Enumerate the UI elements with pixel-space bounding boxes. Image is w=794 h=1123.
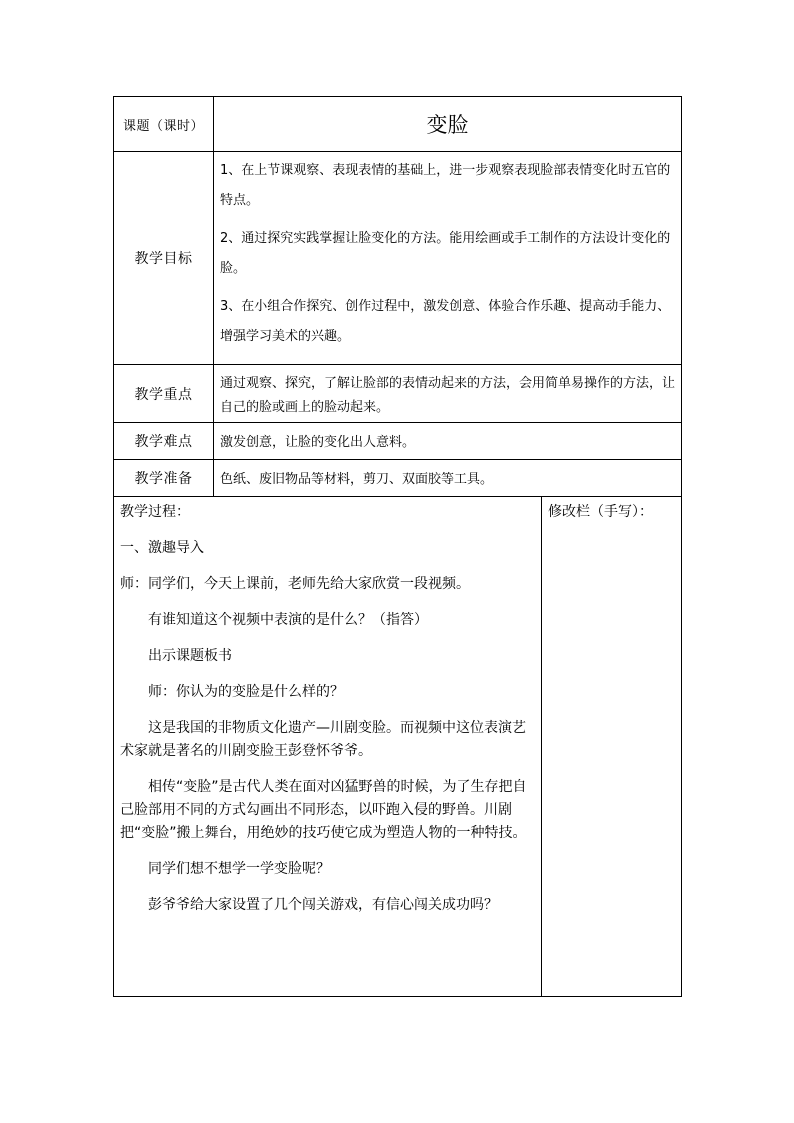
revision-column — [542, 497, 682, 997]
objective-item: 3、在小组合作探究、创作过程中，激发创意、体验合作乐趣、提高动手能力、增强学习美术的兴趣。 — [220, 299, 671, 344]
revision-label: 修改栏（手写）： — [548, 504, 653, 520]
process-paragraph: 出示课题板书 — [148, 648, 232, 664]
process-paragraph: 相传“变脸”是古代人类在面对凶猛野兽的时候，为了生存把自己脸部用不同的方式勾画出不同形态，以吓跑入侵的野兽。川剧把“变脸”搬上舞台，用绝妙的技巧使它成为塑造人物的一种特技。 — [120, 779, 527, 841]
lesson-title: 变脸 — [214, 97, 682, 152]
title-label: 课题（课时） — [114, 97, 214, 152]
objective-item: 1、在上节课观察、表现表情的基础上，进一步观察表现脸部表情变化时五官的特点。 — [220, 163, 671, 208]
key-points-label: 教学重点 — [114, 365, 214, 423]
preparation-label: 教学准备 — [114, 460, 214, 497]
process-paragraph: 彭爷爷给大家设置了几个闯关游戏，有信心闯关成功吗？ — [148, 897, 498, 913]
process-paragraph: 有谁知道这个视频中表演的是什么？（指答） — [148, 612, 428, 628]
objectives-row — [114, 152, 682, 365]
preparation-content: 色纸、废旧物品等材料，剪刀、双面胶等工具。 — [214, 460, 682, 497]
process-paragraph: 这是我国的非物质文化遗产—川剧变脸。而视频中这位表演艺术家就是著名的川剧变脸王彭登怀爷爷。 — [120, 720, 526, 759]
process-label: 教学过程： — [120, 504, 190, 520]
preparation-row — [114, 460, 682, 497]
process-content — [114, 497, 542, 997]
objectives-content — [214, 152, 682, 365]
difficulties-content: 激发创意，让脸的变化出人意料。 — [214, 423, 682, 460]
key-points-content: 通过观察、探究，了解让脸部的表情动起来的方法，会用简单易操作的方法，让自己的脸或画上的脸动起来。 — [214, 365, 682, 423]
process-paragraph: 同学们想不想学一学变脸呢？ — [148, 861, 330, 877]
objective-item: 2、通过探究实践掌握让脸变化的方法。能用绘画或手工制作的方法设计变化的脸。 — [220, 231, 671, 276]
title-row — [114, 97, 682, 152]
process-paragraph: 师：同学们，今天上课前，老师先给大家欣赏一段视频。 — [120, 576, 470, 592]
key-points-row — [114, 365, 682, 423]
process-row — [114, 497, 682, 997]
process-paragraph: 师：你认为的变脸是什么样的？ — [148, 684, 344, 700]
lesson-plan-table — [113, 96, 682, 997]
difficulties-label: 教学难点 — [114, 423, 214, 460]
objectives-label: 教学目标 — [114, 152, 214, 365]
process-paragraph: 一、激趣导入 — [120, 540, 204, 556]
difficulties-row — [114, 423, 682, 460]
